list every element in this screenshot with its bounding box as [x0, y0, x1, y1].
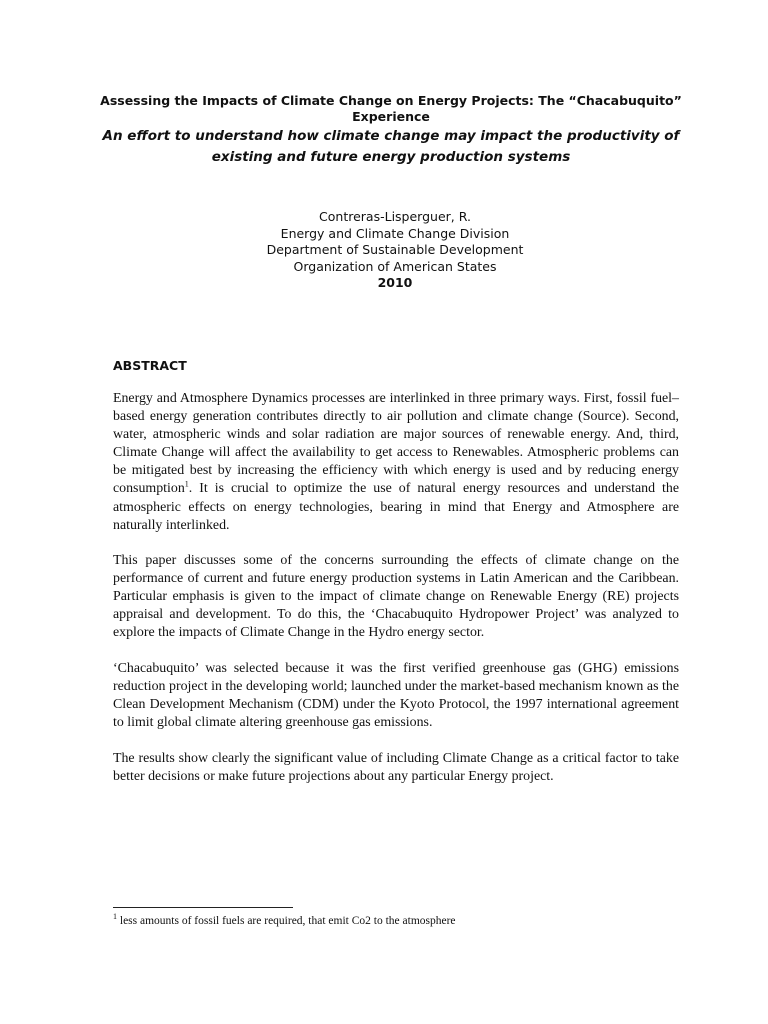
author-name: Contreras-Lisperguer, R. [319, 209, 471, 224]
abstract-paragraph-1-text-a: Energy and Atmosphere Dynamics processes are interlinked in three primary ways. First, fossil fuel–based energy generation contributes directly to air pollution and climate change (Source). Second, water, atmospheric winds and solar radiation are major sources of renewable energy. And, third, Climate Change will affect the availability to get access to Renewables. Atmospheric problems can be mitigated best by increasing the efficiency with which energy is used and by reducing energy consumption [113, 391, 679, 497]
footnote [113, 914, 456, 928]
footnote-text: less amounts of fossil fuels are required, that emit Co2 to the atmosphere [117, 915, 456, 927]
title-block [80, 93, 702, 168]
abstract-paragraph-1 [113, 390, 679, 535]
affiliation-department: Department of Sustainable Development [266, 242, 524, 258]
author-block [80, 209, 710, 292]
affiliation-division: Energy and Climate Change Division [280, 225, 510, 241]
abstract-paragraph-1-text-b: . It is crucial to optimize the use of natural energy resources and understand the atmospheric effects on energy technologies, bearing in mind that Energy and Atmosphere are naturally interlinked. [113, 481, 679, 533]
footnote-reference: 1 [184, 479, 189, 489]
paper-subtitle: An effort to understand how climate change may impact the productivity of existing and future energy production systems [102, 128, 680, 165]
paper-title: Assessing the Impacts of Climate Change on Energy Projects: The “Chacabuquito” Experience [100, 93, 682, 124]
affiliation-organization: Organization of American States [293, 258, 497, 274]
abstract-paragraph-3: ‘Chacabuquito’ was selected because it was the first verified greenhouse gas (GHG) emissions reduction project in the developing world; launched under the market-based mechanism known as the Clean Development Mechanism (CDM) under the Kyoto Protocol, the 1997 international agreement to limit global climate altering greenhouse gas emissions. [113, 661, 679, 731]
abstract-paragraph-2: This paper discusses some of the concerns surrounding the effects of climate change on the performance of current and future energy production systems in Latin American and the Caribbean. Particular emphasis is given to the impact of climate change on Renewable Energy (RE) projects appraisal and development. To do this, the ‘Chacabuquito Hydropower Project’ was analyzed to explore the impacts of Climate Change in the Hydro energy sector. [113, 553, 679, 641]
publication-year: 2010 [377, 275, 413, 291]
abstract-paragraph-4: The results show clearly the significant value of including Climate Change as a critical factor to take better decisions or make future projections about any particular Energy project. [113, 751, 679, 785]
footnote-separator [113, 907, 293, 908]
footnote-number: 1 [113, 912, 117, 922]
abstract-heading: ABSTRACT [113, 358, 187, 373]
